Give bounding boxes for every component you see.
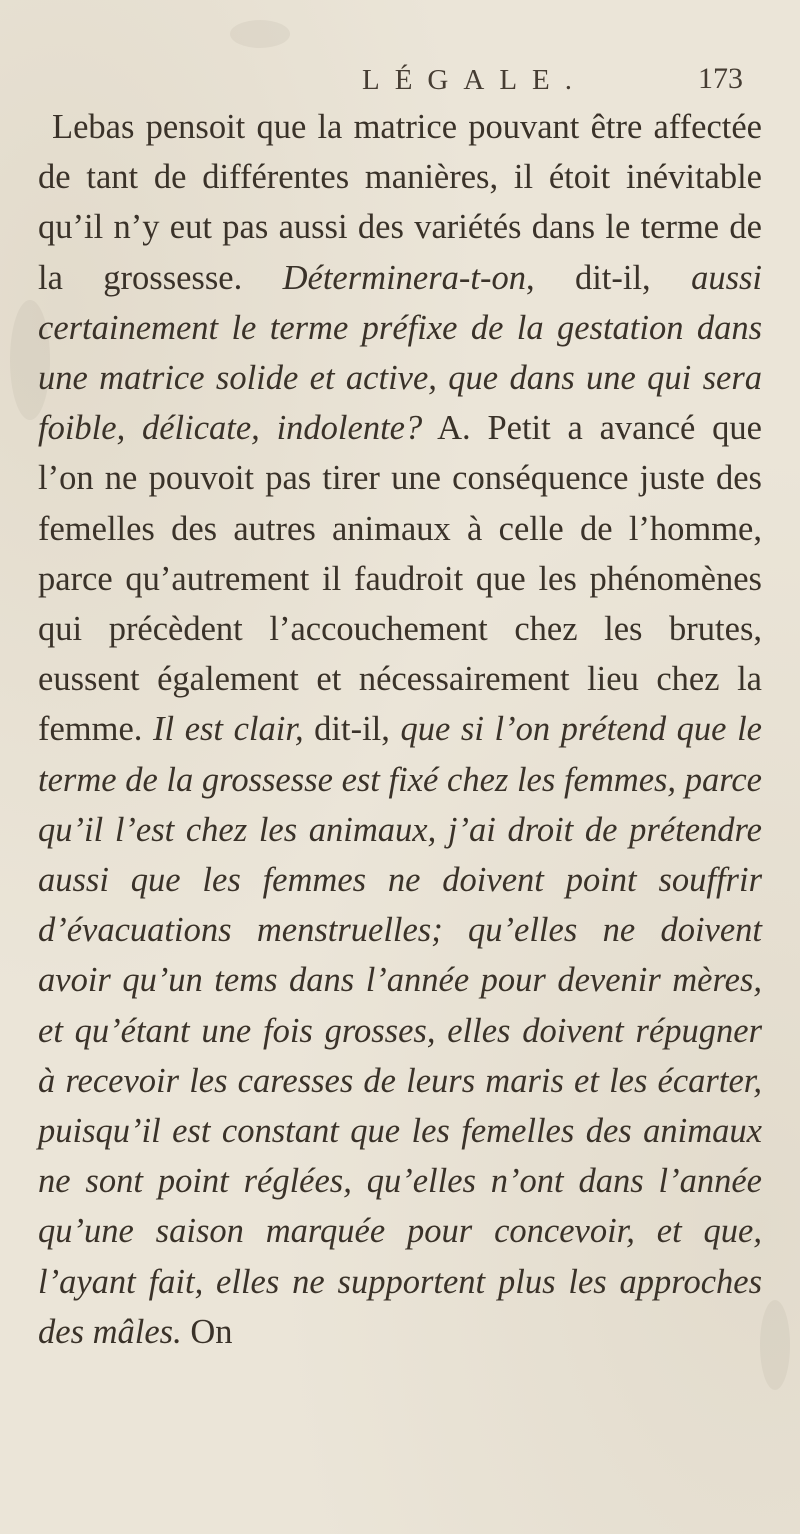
running-head: LÉGALE.: [362, 64, 587, 96]
body-text: [38, 102, 762, 1357]
text-run-8: que si l’on prétend que le terme de la grossesse est fixé chez les femmes, parce qu’il l’est chez les animaux, j’ai droit de prétendre aussi que les femmes ne doivent point souffrir d’évacuations menstruelles; qu’elles ne doivent avoir qu’un tems dans l’année pour devenir mères, et qu’étant une fois grosses, elles doivent répugner à recevoir les caresses de leurs maris et les écarter, puisqu’il est constant que les femelles des animaux ne sont point réglées, qu’elles n’ont dans l’année qu’une saison marquée pour concevoir, et que, l’ayant fait, elles ne supportent plus les approches des mâles.: [38, 710, 762, 1351]
paper-stain: [230, 20, 290, 48]
text-run-4: aussi certainement le terme préfixe de la gestation dans une matrice solide et active, que dans une qui sera foible, délicate, indolente?: [38, 258, 762, 448]
text-run-2: Déterminera-t-on: [282, 258, 526, 297]
text-run-3: , dit-il,: [525, 258, 692, 297]
text-run-6: Il est clair,: [153, 710, 304, 749]
page-number: 173: [698, 62, 743, 95]
paper-stain: [760, 1300, 790, 1390]
text-run-5: A. Petit a avancé que l’on ne pouvoit pas tirer une conséquence juste des femelles des autres animaux à celle de l’homme, parce qu’autrement il faudroit que les phénomènes qui précèdent l’accouchement chez les brutes, eussent également et nécessairement lieu chez la femme.: [38, 409, 762, 749]
text-run-1: Lebas pensoit que la matrice pouvant être affectée de tant de différentes manières, il étoit inévitable qu’il n’y eut pas aussi des variétés dans le terme de la grossesse.: [38, 108, 762, 297]
text-run-7: dit-il,: [303, 710, 401, 749]
text-run-9: On: [181, 1312, 233, 1351]
page-header: [0, 60, 800, 108]
